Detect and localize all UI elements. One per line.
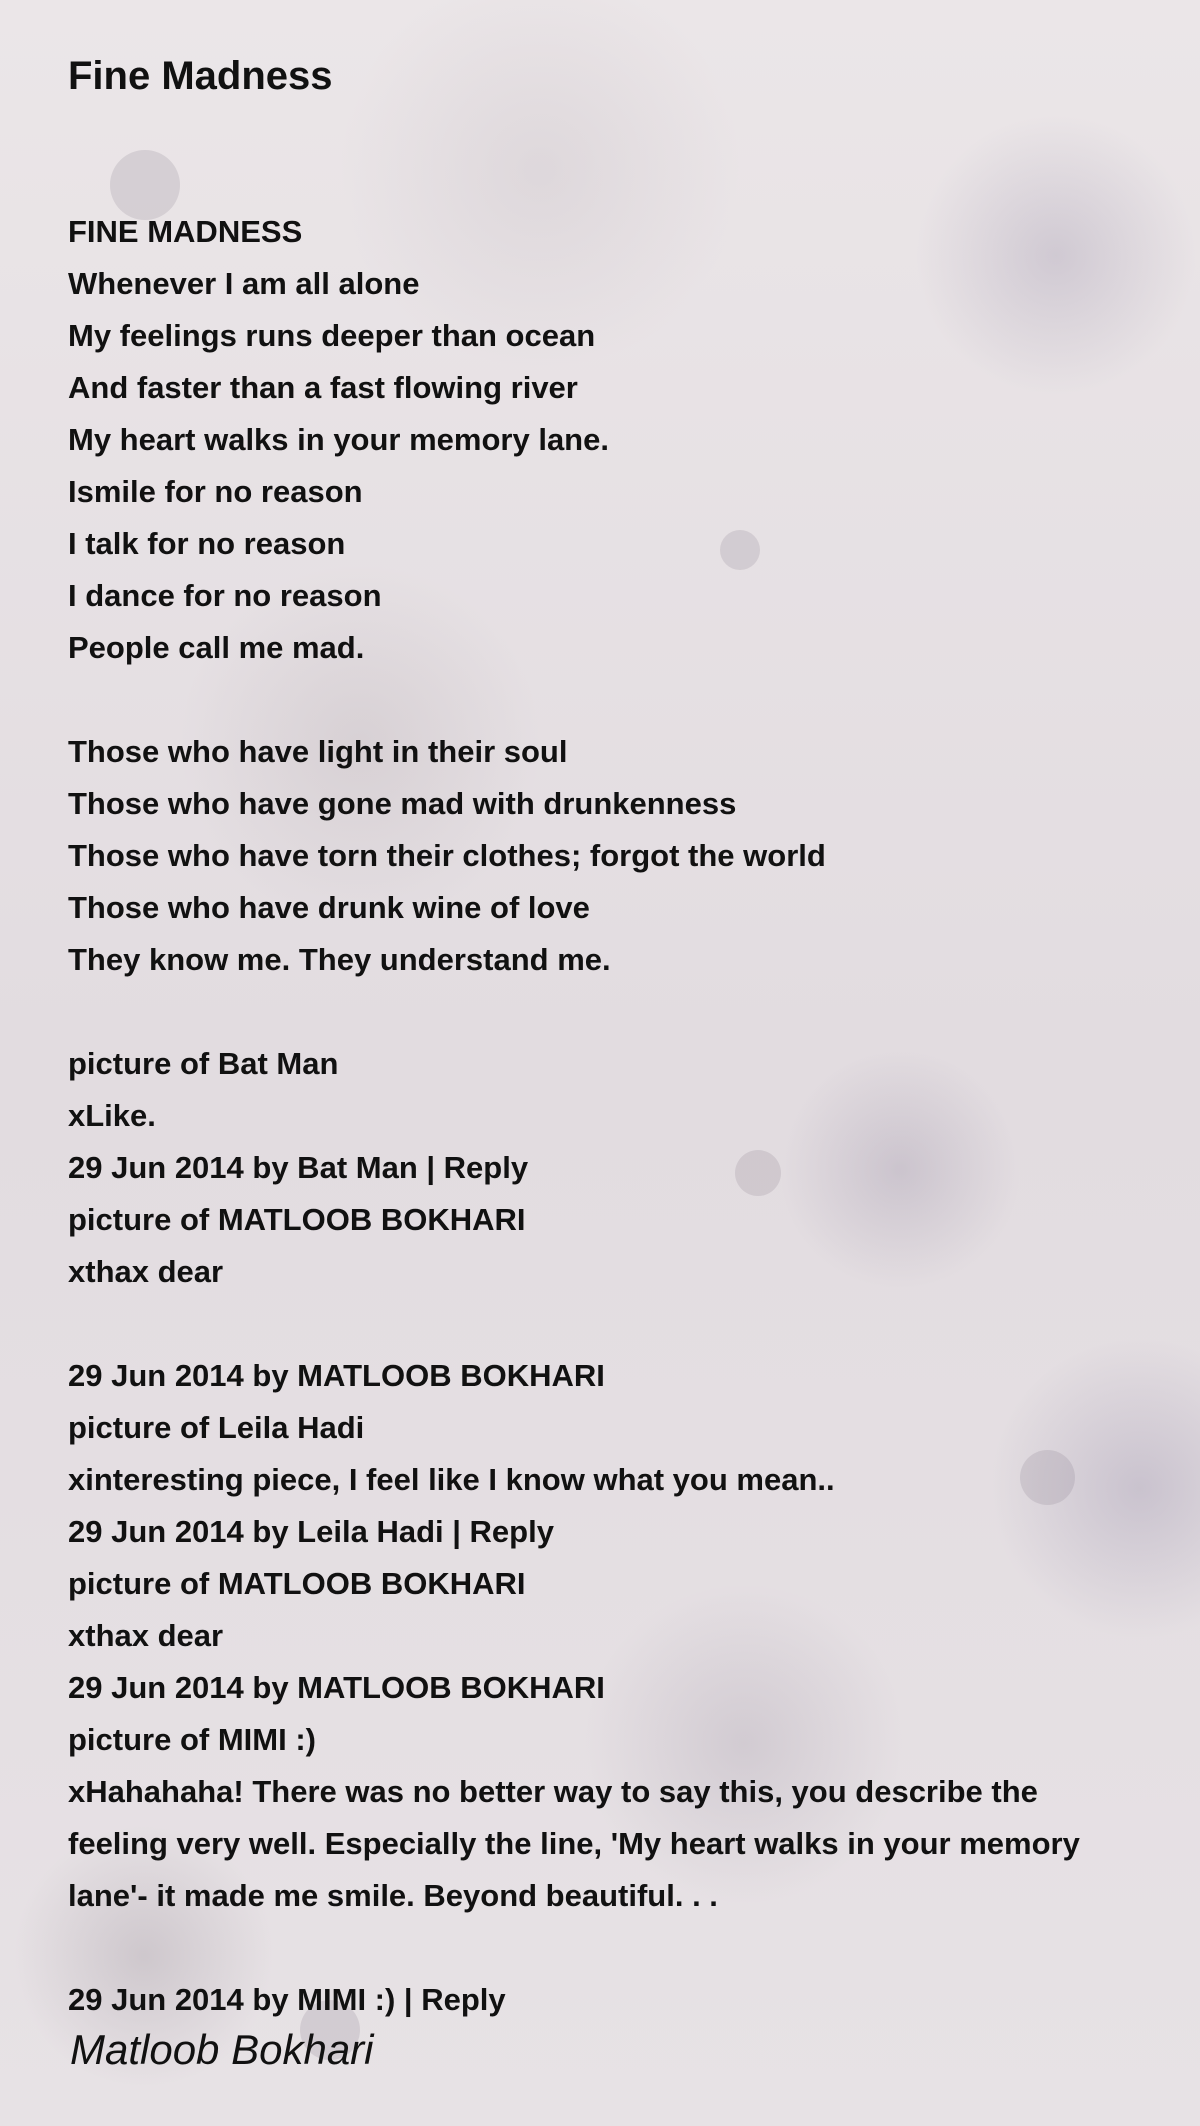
poem-line: I dance for no reason	[68, 578, 382, 613]
poem-page	[68, 50, 1148, 2026]
poem-line: 29 Jun 2014 by Bat Man | Reply	[68, 1150, 529, 1185]
poem-line: My feelings runs deeper than ocean	[68, 318, 596, 353]
poem-line: I talk for no reason	[68, 526, 346, 561]
poem-line: xLike.	[68, 1098, 156, 1133]
poem-line: Those who have gone mad with drunkenness	[68, 786, 737, 821]
stanza-gap	[68, 674, 1148, 726]
poem-line: Those who have torn their clothes; forgot the world	[68, 838, 826, 873]
poem-line: They know me. They understand me.	[68, 942, 611, 977]
poem-line: picture of MIMI :)	[68, 1722, 316, 1757]
poem-line: Whenever I am all alone	[68, 266, 420, 301]
poem-line: picture of Bat Man	[68, 1046, 339, 1081]
poem-line: xthax dear	[68, 1618, 224, 1653]
poem-line: And faster than a fast flowing river	[68, 370, 578, 405]
poem-line: People call me mad.	[68, 630, 365, 665]
poem-line: My heart walks in your memory lane.	[68, 422, 609, 457]
poem-line: 29 Jun 2014 by MATLOOB BOKHARI	[68, 1358, 605, 1393]
poem-line: Those who have drunk wine of love	[68, 890, 590, 925]
author-signature: Matloob Bokhari	[70, 2026, 374, 2073]
stanza-gap	[68, 1922, 1148, 1974]
poem-line: FINE MADNESS	[68, 214, 303, 249]
poem-line: xthax dear	[68, 1254, 224, 1289]
poem-line-long: xHahahaha! There was no better way to say this, you describe the feeling very well. Especially the line, 'My heart walks in your memory lane'- it made me smile. Beyond beautiful. . .	[68, 1774, 1080, 1913]
stanza-gap	[68, 986, 1148, 1038]
poem-line: picture of MATLOOB BOKHARI	[68, 1202, 526, 1237]
poem-line: 29 Jun 2014 by MIMI :) | Reply	[68, 1982, 506, 2017]
poem-line: 29 Jun 2014 by Leila Hadi | Reply	[68, 1514, 554, 1549]
poem-line: picture of Leila Hadi	[68, 1410, 365, 1445]
poem-body	[68, 206, 1148, 2026]
poem-line: picture of MATLOOB BOKHARI	[68, 1566, 526, 1601]
poem-line: Ismile for no reason	[68, 474, 363, 509]
page-title: Fine Madness	[68, 54, 333, 98]
stanza-gap	[68, 1298, 1148, 1350]
poem-line: xinteresting piece, I feel like I know what you mean..	[68, 1462, 835, 1497]
poem-line: Those who have light in their soul	[68, 734, 568, 769]
poem-line: 29 Jun 2014 by MATLOOB BOKHARI	[68, 1670, 605, 1705]
